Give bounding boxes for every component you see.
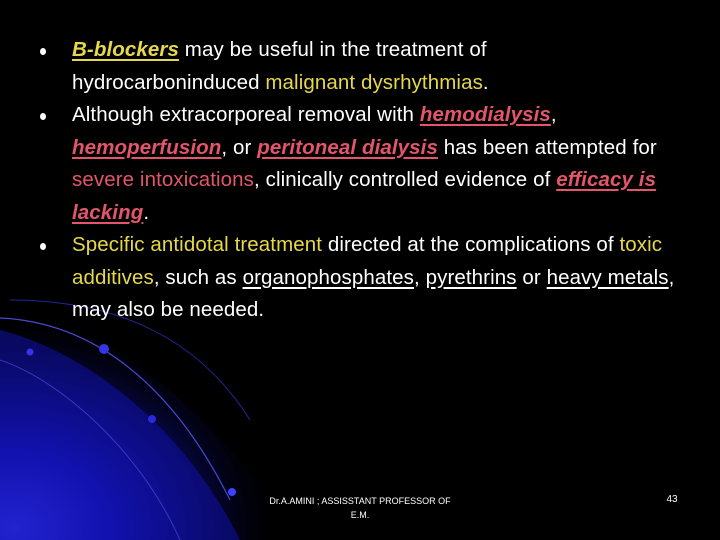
bullet-text-segment: , clinically controlled evidence of <box>254 168 557 191</box>
bullet-text-segment: malignant dysrhythmias <box>265 70 483 94</box>
bullet-text-segment: efficacy is lacking <box>72 168 657 224</box>
bullet-text-segment: , or <box>221 135 258 159</box>
bullet-text-segment: directed at the complications of <box>322 233 620 256</box>
bullet-item <box>38 229 678 327</box>
page-number: 43 <box>666 494 678 505</box>
bullet-text-segment: severe intoxications <box>72 168 255 191</box>
bullet-text-segment: pyrethrins <box>425 265 517 289</box>
bullet-text-segment: hemoperfusion <box>72 135 222 159</box>
bullet-item <box>38 99 678 229</box>
bullet-text-segment: . <box>482 70 489 94</box>
bullet-text-segment: hemodialysis <box>419 103 551 126</box>
bullet-text-segment: , such as <box>153 265 243 289</box>
bullet-text-segment: may be useful in the treatment of hydrocarboninduced <box>72 38 487 94</box>
bullet-list <box>38 34 678 327</box>
footer-line: Dr.A.AMINI ; ASSISSTANT PROFESSOR OF <box>269 496 451 506</box>
bullet-text-segment: peritoneal dialysis <box>257 135 438 159</box>
footer-credit <box>250 494 470 522</box>
bullet-text-segment: or <box>516 265 547 289</box>
bullet-text-segment: Specific antidotal treatment <box>72 233 323 256</box>
swirl-dot <box>99 344 109 354</box>
bullet-text-segment: , may also be needed. <box>72 265 675 321</box>
bullet-dot-icon <box>40 243 46 250</box>
bullet-text-segment: , <box>550 103 557 126</box>
bullet-text-segment: , <box>414 265 426 289</box>
swirl-dot <box>228 488 236 496</box>
bullet-text-segment: . <box>143 200 150 224</box>
bullet-text-segment: heavy metals <box>546 265 669 289</box>
bullet-text-segment: has been attempted for <box>437 135 657 159</box>
bullet-text-segment: toxic additives <box>72 233 663 289</box>
bullet-dot-icon <box>40 48 46 55</box>
footer-line: E.M. <box>350 510 370 520</box>
bullet-text-segment: B-blockers <box>72 38 179 61</box>
bullet-item <box>38 34 678 99</box>
bullet-text-segment: organophosphates <box>242 265 414 289</box>
swirl-dot <box>27 349 34 356</box>
swirl-dot <box>148 415 156 423</box>
bullet-text-segment: Although extracorporeal removal with <box>72 103 420 126</box>
bullet-dot-icon <box>40 113 46 120</box>
